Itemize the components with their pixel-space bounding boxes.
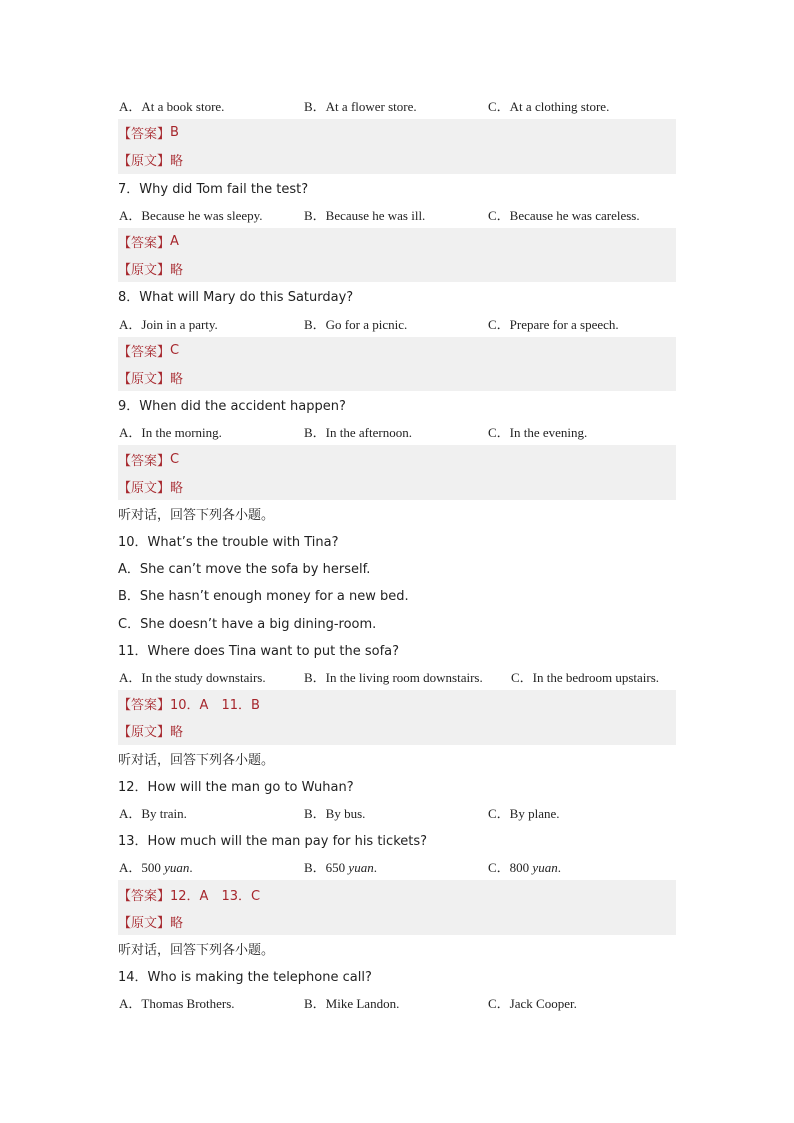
question-line bbox=[118, 745, 676, 772]
answer-value: A bbox=[170, 234, 179, 250]
question-line bbox=[118, 772, 676, 799]
answer-label: 【答案】 bbox=[118, 236, 171, 252]
option-b: B．Because he was ill. bbox=[304, 207, 426, 223]
options-row bbox=[118, 310, 676, 337]
option-c: C．Prepare for a speech. bbox=[488, 316, 619, 332]
answer-label: 【原文】 bbox=[118, 154, 171, 170]
option-unit: yuan bbox=[164, 860, 190, 876]
option-b: B．In the afternoon. bbox=[304, 425, 412, 441]
question-line bbox=[118, 527, 676, 554]
option-c: C．Jack Cooper. bbox=[488, 996, 577, 1012]
answer-value: B bbox=[170, 125, 179, 141]
option-c bbox=[488, 857, 561, 876]
option-c: C．In the bedroom upstairs. bbox=[511, 670, 660, 686]
answer-value: 略 bbox=[170, 915, 184, 931]
option-c: C．Because he was careless. bbox=[488, 207, 640, 223]
question-line bbox=[118, 554, 676, 581]
question-text: 9．When did the accident happen? bbox=[118, 399, 346, 415]
option-a: A．By train. bbox=[119, 805, 187, 821]
question-text: 8．What will Mary do this Saturday? bbox=[118, 290, 354, 306]
question-line bbox=[118, 962, 676, 989]
answer-value: 略 bbox=[170, 480, 184, 496]
option-c: C．In the evening. bbox=[488, 425, 588, 441]
option-end: . bbox=[557, 860, 561, 876]
option-a: A．Because he was sleepy. bbox=[119, 207, 263, 223]
answer-value: 略 bbox=[170, 263, 184, 279]
answer-label: 【原文】 bbox=[118, 371, 171, 387]
options-row bbox=[118, 201, 676, 228]
option-c: C．By plane. bbox=[488, 805, 560, 821]
question-text: B．She hasn’t enough money for a new bed. bbox=[118, 589, 409, 605]
answer-row bbox=[118, 473, 676, 500]
answer-value: 略 bbox=[170, 725, 184, 741]
answer-row bbox=[118, 908, 676, 935]
question-text: C．She doesn’t have a big dining-room. bbox=[118, 616, 377, 632]
option-unit: yuan bbox=[348, 860, 374, 876]
answer-row bbox=[118, 880, 676, 907]
question-line bbox=[118, 826, 676, 853]
option-number: B．650 bbox=[304, 860, 346, 876]
question-line bbox=[118, 174, 676, 201]
answer-value: C bbox=[170, 342, 180, 358]
answer-row bbox=[118, 364, 676, 391]
answer-row bbox=[118, 690, 676, 717]
question-line bbox=[118, 500, 676, 527]
answer-label: 【答案】 bbox=[118, 344, 171, 360]
question-line bbox=[118, 391, 676, 418]
option-a: A．Join in a party. bbox=[119, 316, 218, 332]
option-end: . bbox=[373, 860, 377, 876]
question-text: 7．Why did Tom fail the test? bbox=[118, 181, 309, 197]
answer-label: 【原文】 bbox=[118, 915, 171, 931]
answer-row bbox=[118, 146, 676, 173]
option-b: B．Go for a picnic. bbox=[304, 316, 408, 332]
options-row bbox=[118, 92, 676, 119]
answer-label: 【原文】 bbox=[118, 725, 171, 741]
answer-value: 略 bbox=[170, 154, 184, 170]
question-text: 10．What’s the trouble with Tina? bbox=[118, 535, 339, 551]
option-b: B．In the living room downstairs. bbox=[304, 670, 483, 686]
answer-row bbox=[118, 717, 676, 744]
answer-row bbox=[118, 255, 676, 282]
question-line bbox=[118, 581, 676, 608]
answer-row bbox=[118, 228, 676, 255]
option-a: A．In the morning. bbox=[119, 425, 222, 441]
option-a: A．Thomas Brothers. bbox=[119, 996, 235, 1012]
question-line bbox=[118, 935, 676, 962]
answer-value: 略 bbox=[170, 371, 184, 387]
answer-label: 【原文】 bbox=[118, 263, 171, 279]
answer-row bbox=[118, 445, 676, 472]
answer-value: 12．A 13．C bbox=[170, 888, 261, 904]
answer-row bbox=[118, 337, 676, 364]
option-a: A．In the study downstairs. bbox=[119, 670, 266, 686]
option-number: C．800 bbox=[488, 860, 530, 876]
answer-value: 10．A 11．B bbox=[170, 698, 260, 714]
option-b: B．Mike Landon. bbox=[304, 996, 400, 1012]
option-a bbox=[119, 857, 193, 876]
option-b: B．By bus. bbox=[304, 805, 366, 821]
option-b bbox=[304, 857, 377, 876]
question-line bbox=[118, 282, 676, 309]
document-page bbox=[118, 92, 676, 1016]
option-a: A．At a book store. bbox=[119, 99, 225, 115]
answer-value: C bbox=[170, 451, 180, 467]
option-c: C．At a clothing store. bbox=[488, 99, 610, 115]
options-row bbox=[118, 799, 676, 826]
question-text: 听对话，回答下列各小题。 bbox=[118, 942, 275, 958]
question-text: 11．Where does Tina want to put the sofa? bbox=[118, 643, 400, 659]
option-b: B．At a flower store. bbox=[304, 99, 417, 115]
question-text: 14．Who is making the telephone call? bbox=[118, 970, 372, 986]
answer-label: 【答案】 bbox=[118, 127, 171, 143]
question-text: 听对话，回答下列各小题。 bbox=[118, 752, 275, 768]
options-row bbox=[118, 853, 676, 880]
question-text: 13．How much will the man pay for his tickets? bbox=[118, 834, 428, 850]
option-unit: yuan bbox=[532, 860, 558, 876]
question-text: 12．How will the man go to Wuhan? bbox=[118, 779, 354, 795]
question-line bbox=[118, 636, 676, 663]
options-row bbox=[118, 989, 676, 1016]
option-end: . bbox=[189, 860, 193, 876]
question-line bbox=[118, 609, 676, 636]
option-number: A．500 bbox=[119, 860, 161, 876]
options-row bbox=[118, 663, 676, 690]
answer-label: 【答案】 bbox=[118, 888, 171, 904]
question-text: 听对话，回答下列各小题。 bbox=[118, 507, 275, 523]
question-text: A．She can’t move the sofa by herself. bbox=[118, 562, 371, 578]
answer-row bbox=[118, 119, 676, 146]
answer-label: 【答案】 bbox=[118, 698, 171, 714]
options-row bbox=[118, 418, 676, 445]
answer-label: 【原文】 bbox=[118, 480, 171, 496]
answer-label: 【答案】 bbox=[118, 453, 171, 469]
